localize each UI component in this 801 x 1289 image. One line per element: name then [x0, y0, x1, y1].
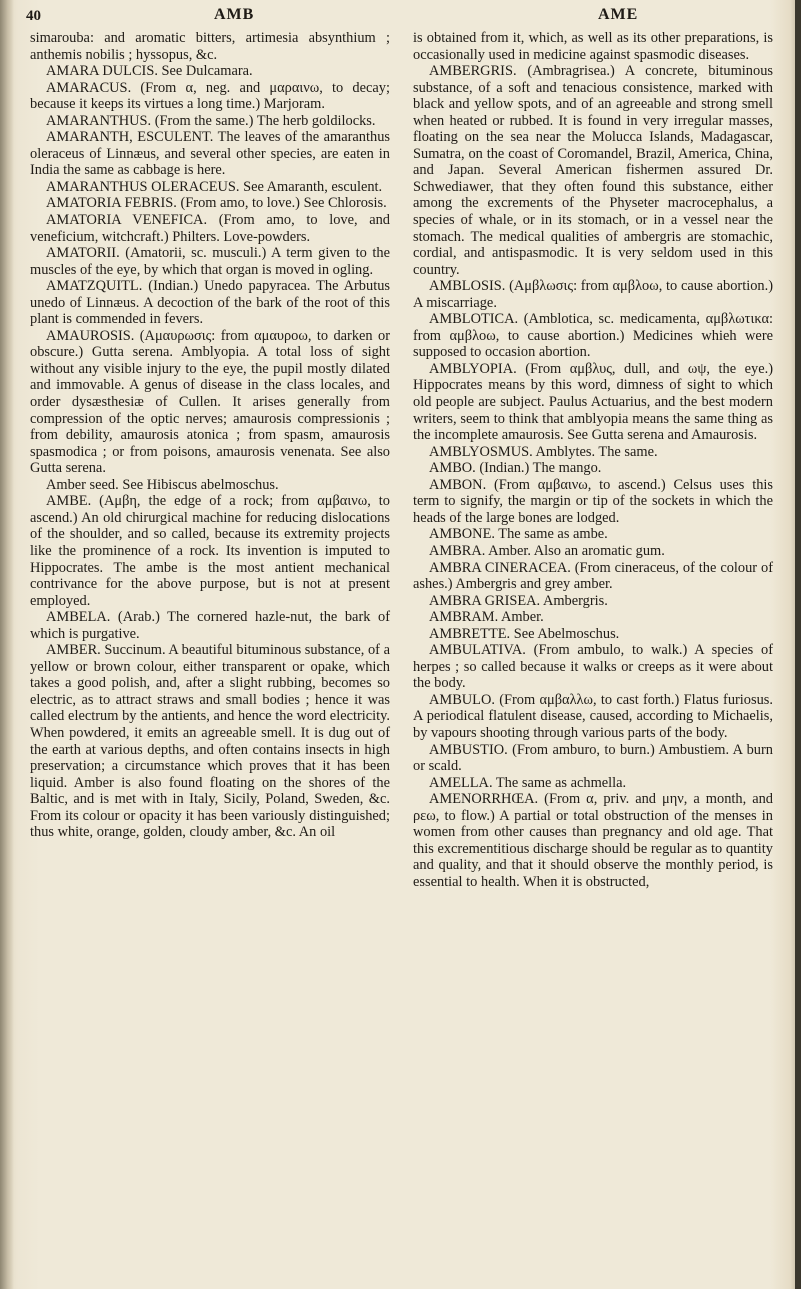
dictionary-entry: AMAUROSIS. (Αμαυρωσις: from αμαυροω, to darken or obscure.) Gutta serena. Amblyopia. A total loss of sight without any visible injury to the eye, the pupil mostly dilated and immovable. A genus of disease in the class locales, and order dysæsthesiæ of Cullen. It arises generally from compression of the optic nerves; amaurosis compressionis ; from debility, amaurosis atonica ; from spasm, amaurosis spasmodica ; or from poisons, amaurosis venenata. See also Gutta serena.: [30, 327, 390, 477]
dictionary-entry: AMBUSTIO. (From amburo, to burn.) Ambustiem. A burn or scald.: [413, 741, 773, 775]
dictionary-entry: AMATORIA FEBRIS. (From amo, to love.) See Chlorosis.: [46, 195, 387, 212]
dictionary-entry: AMARA DULCIS. See Dulcamara.: [46, 63, 253, 80]
dictionary-entry: AMBLYOSMUS. Amblytes. The same.: [429, 443, 658, 460]
page-spine-shadow: [0, 0, 14, 1289]
dictionary-entry: AMBLYOPIA. (From αμβλυς, dull, and ωψ, the eye.) Hippocrates means by this word, dimness of sight to which old people are subject. Paulus Actuarius, and the best modern writers, seem to think that amblyopia means the same thing as the incomplete amaurosis. See Gutta serena and Amaurosis.: [413, 360, 773, 444]
dictionary-entry: AMBLOSIS. (Αμβλωσις: from αμβλοω, to cause abortion.) A miscarriage.: [413, 278, 773, 311]
dictionary-entry: AMBONE. The same as ambe.: [429, 526, 608, 543]
dictionary-entry: AMBELA. (Arab.) The cornered hazle-nut, the bark of which is purgative.: [30, 609, 390, 642]
dictionary-entry: AMATORIA VENEFICA. (From amo, to love, and veneficium, witchcraft.) Philters. Love-powders.: [30, 212, 390, 245]
dictionary-entry: is obtained from it, which, as well as its other preparations, is occasionally used in medicine against spasmodic diseases.: [413, 30, 773, 63]
dictionary-entry: AMBRA. Amber. Also an aromatic gum.: [429, 542, 665, 559]
dictionary-entry: AMARANTHUS OLERACEUS. See Amaranth, esculent.: [46, 178, 383, 195]
running-header: [26, 6, 784, 30]
running-head-right: AME: [598, 6, 639, 23]
running-head-left: AMB: [214, 6, 255, 23]
dictionary-entry: AMBRA CINERACEA. (From cineraceus, of the colour of ashes.) Ambergris and grey amber.: [413, 559, 773, 593]
dictionary-entry: AMBULATIVA. (From ambulo, to walk.) A species of herpes ; so called because it walks or creeps as it were about the body.: [413, 642, 773, 692]
dictionary-entry: AMBRAM. Amber.: [429, 609, 544, 626]
dictionary-entry: AMBO. (Indian.) The mango.: [429, 460, 602, 477]
dictionary-entry: AMATORII. (Amatorii, sc. musculi.) A term given to the muscles of the eye, by which that organ is moved in ogling.: [30, 245, 390, 278]
dictionary-entry: AMATZQUITL. (Indian.) Unedo papyracea. The Arbutus unedo of Linnæus. A decoction of the bark of the root of this plant is commended in fevers.: [30, 278, 390, 328]
dictionary-entry: AMBER. Succinum. A beautiful bituminous substance, of a yellow or brown colour, either transparent or opake, which takes a good polish, and, after a slight rubbing, becomes so electric, as to attract straws and small bodies ; hence it was called electrum by the antients, and hence the word electricity. When powdered, it emits an agreeable smell. It is dug out of the earth at various depths, and often contains insects in high preservation; a circumstance which proves that it has been liquid. Amber is also found floating on the shores of the Baltic, and is met with in Italy, Sicily, Poland, Sweden, &c. From its colour or opacity it has been variously distinguished; thus white, orange, golden, cloudy amber, &c. An oil: [30, 642, 390, 841]
dictionary-entry: AMBERGRIS. (Ambragrisea.) A concrete, bituminous substance, of a soft and tenacious consistence, marked with black and yellow spots, and of an agreeable and strong smell when heated or rubbed. It is found in very irregular masses, floating on the sea near the Molucca Islands, Madagascar, Sumatra, on the coast of Coromandel, Brazil, America, China, and Japan. Several American fishermen assured Dr. Schwediawer, that they often found this substance, either among the excrements of the Physeter macrocephalus, a species of whale, or in its stomach, or in a vessel near the stomach. The medical qualities of ambergris are stomachic, cordial, and antispasmodic. It is very seldom used in this country.: [413, 63, 773, 278]
left-column: [30, 30, 390, 841]
dictionary-entry: AMENORRHŒA. (From α, priv. and μην, a month, and ρεω, to flow.) A partial or total obstruction of the menses in women from other causes than pregnancy and old age. That this excrementitious discharge should be regular as to quantity and quality, and that it should observe the monthly period, is essential to health. When it is obstructed,: [413, 791, 773, 890]
right-column: [413, 30, 773, 890]
dictionary-entry: simarouba: and aromatic bitters, artimesia absynthium ; anthemis nobilis ; hyssopus, &c.: [30, 30, 390, 63]
page-number: 40: [26, 8, 41, 24]
dictionary-entry: AMARANTH, ESCULENT. The leaves of the amaranthus oleraceus of Linnæus, and several other species, are eaten in India the same as cabbage is here.: [30, 129, 390, 179]
dictionary-entry: AMARACUS. (From α, neg. and μαραινω, to decay; because it keeps its virtues a long time.) Marjoram.: [30, 79, 390, 113]
dictionary-entry: AMBE. (Αμβη, the edge of a rock; from αμβαινω, to ascend.) An old chirurgical machine for reducing dislocations of the shoulder, and so called, because its extremity projects like the prominence of a rock. Its invention is imputed to Hippocrates. The ambe is the most antient mechanical contrivance for the above purpose, but is not at present employed.: [30, 493, 390, 609]
dictionary-entry: AMARANTHUS. (From the same.) The herb goldilocks.: [46, 112, 376, 129]
dictionary-entry: AMBRA GRISEA. Ambergris.: [429, 592, 608, 609]
page-edge: [795, 0, 801, 1289]
dictionary-entry: Amber seed. See Hibiscus abelmoschus.: [46, 476, 279, 493]
dictionary-entry: AMBRETTE. See Abelmoschus.: [429, 625, 620, 642]
dictionary-entry: AMBON. (From αμβαινω, to ascend.) Celsus uses this term to signify, the margin or tip of the sockets in which the heads of the large bones are lodged.: [413, 476, 773, 526]
dictionary-entry: AMBULO. (From αμβαλλω, to cast forth.) Flatus furiosus. A periodical flatulent disease, caused, according to Michaelis, by vapours shooting through various parts of the body.: [413, 691, 773, 741]
dictionary-entry: AMBLOTICA. (Amblotica, sc. medicamenta, αμβλωτικα: from αμβλοω, to cause abortion.) Medicines whieh were supposed to occasion abortion.: [413, 311, 773, 361]
dictionary-entry: AMELLA. The same as achmella.: [429, 774, 627, 791]
